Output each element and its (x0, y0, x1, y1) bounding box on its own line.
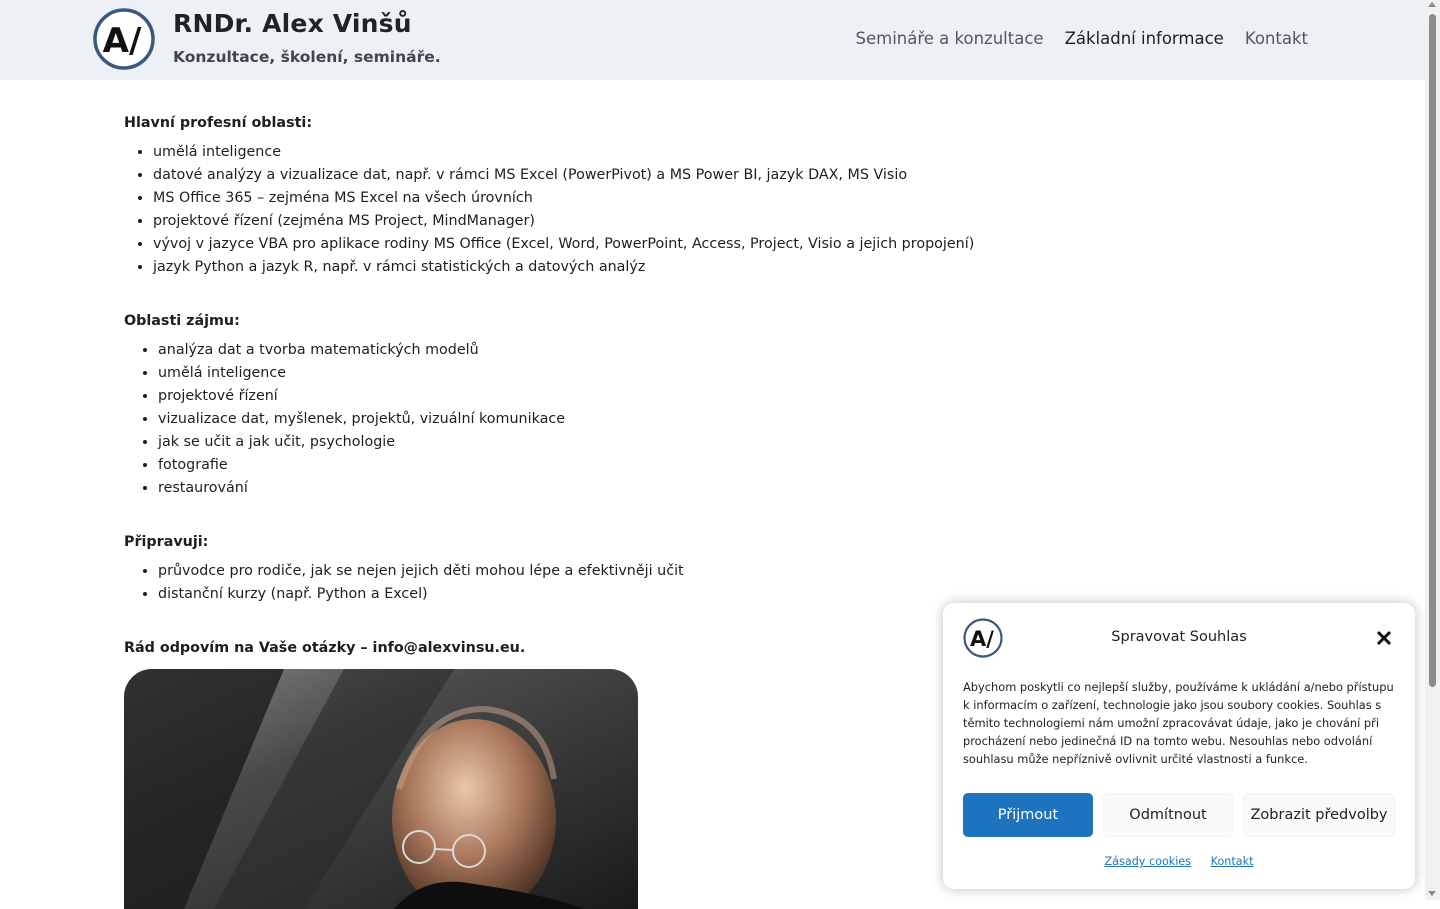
cookie-contact-link[interactable]: Kontakt (1210, 855, 1254, 868)
list-item: • distanční kurzy (např. Python a Excel) (158, 583, 1024, 606)
accept-button[interactable]: Přijmout (963, 793, 1093, 837)
list-item: • vizualizace dat, myšlenek, projektů, vizuální komunikace (158, 408, 1024, 431)
list-item: • fotografie (158, 454, 1024, 477)
scroll-thumb[interactable] (1429, 14, 1436, 687)
list-item: • restaurování (158, 477, 1024, 500)
preparing-list (124, 560, 1024, 606)
list-item: • průvodce pro rodiče, jak se nejen jejich děti mohou lépe a efektivněji učit (158, 560, 1024, 583)
main-content (124, 112, 1024, 668)
list-item: • projektové řízení (158, 385, 1024, 408)
list-item: • analýza dat a tvorba matematických modelů (158, 339, 1024, 362)
list-item: • umělá inteligence (153, 141, 1024, 164)
site-header (0, 0, 1425, 80)
cookie-links (943, 855, 1415, 868)
nav-link-seminars[interactable]: Semináře a konzultace (855, 29, 1044, 48)
contact-line[interactable]: Rád odpovím na Vaše otázky – info@alexvinsu.eu. (124, 640, 526, 656)
list-item: • datové analýzy a vizualizace dat, např. v rámci MS Excel (PowerPivot) a MS Power BI, jazyk DAX, MS Visio (153, 164, 1024, 187)
page-scrollbar[interactable] (1425, 0, 1440, 900)
site-tagline: Konzultace, školení, semináře. (173, 48, 441, 66)
cookie-policy-link[interactable]: Zásady cookies (1104, 855, 1192, 868)
preferences-button[interactable]: Zobrazit předvolby (1243, 793, 1395, 837)
scroll-down-arrow-icon[interactable] (1428, 891, 1436, 896)
svg-text:A/: A/ (102, 21, 142, 61)
section-title-interests: Oblasti zájmu: (124, 313, 240, 329)
list-item: • jazyk Python a jazyk R, např. v rámci statistických a datových analýz (153, 256, 1024, 279)
nav-link-basic-info[interactable]: Základní informace (1064, 29, 1224, 48)
deny-button[interactable]: Odmítnout (1103, 793, 1233, 837)
cookie-title: Spravovat Souhlas (1111, 629, 1247, 645)
portrait-image (124, 669, 638, 909)
cookie-description: Abychom poskytli co nejlepší služby, používáme k ukládání a/nebo přístupu k informacím o zařízení, technologie jako jsou soubory cookies. Souhlas s těmito technologiemi nám umožní zpracovávat údaje, jako je chování při procházení nebo jedinečná ID na tomto webu. Nesouhlas nebo odvolání souhlasu může nepříznivě ovlivnit určité vlastnosti a funkce. (963, 680, 1394, 766)
list-item: • vývoj v jazyce VBA pro aplikace rodiny MS Office (Excel, Word, PowerPoint, Access, Project, Visio a jejich propojení) (153, 233, 1024, 256)
close-icon[interactable] (1375, 629, 1393, 647)
nav-link-contact[interactable]: Kontakt (1244, 29, 1308, 48)
cookie-consent-dialog (943, 603, 1415, 889)
professional-areas-list (124, 141, 1024, 279)
list-item: • jak se učit a jak učit, psychologie (158, 431, 1024, 454)
list-item: • projektové řízení (zejména MS Project, MindManager) (153, 210, 1024, 233)
site-title[interactable]: RNDr. Alex Vinšů (173, 9, 412, 38)
section-title-preparing: Připravuji: (124, 534, 209, 550)
interests-list (124, 339, 1024, 500)
scroll-up-arrow-icon[interactable] (1428, 2, 1436, 7)
section-title-professional-areas: Hlavní profesní oblasti: (124, 115, 313, 131)
site-logo-icon[interactable] (93, 8, 155, 70)
main-nav (856, 29, 1309, 48)
portrait-photo (124, 669, 638, 909)
list-item: • MS Office 365 – zejména MS Excel na všech úrovních (153, 187, 1024, 210)
svg-text:A/: A/ (970, 627, 994, 651)
list-item: • umělá inteligence (158, 362, 1024, 385)
